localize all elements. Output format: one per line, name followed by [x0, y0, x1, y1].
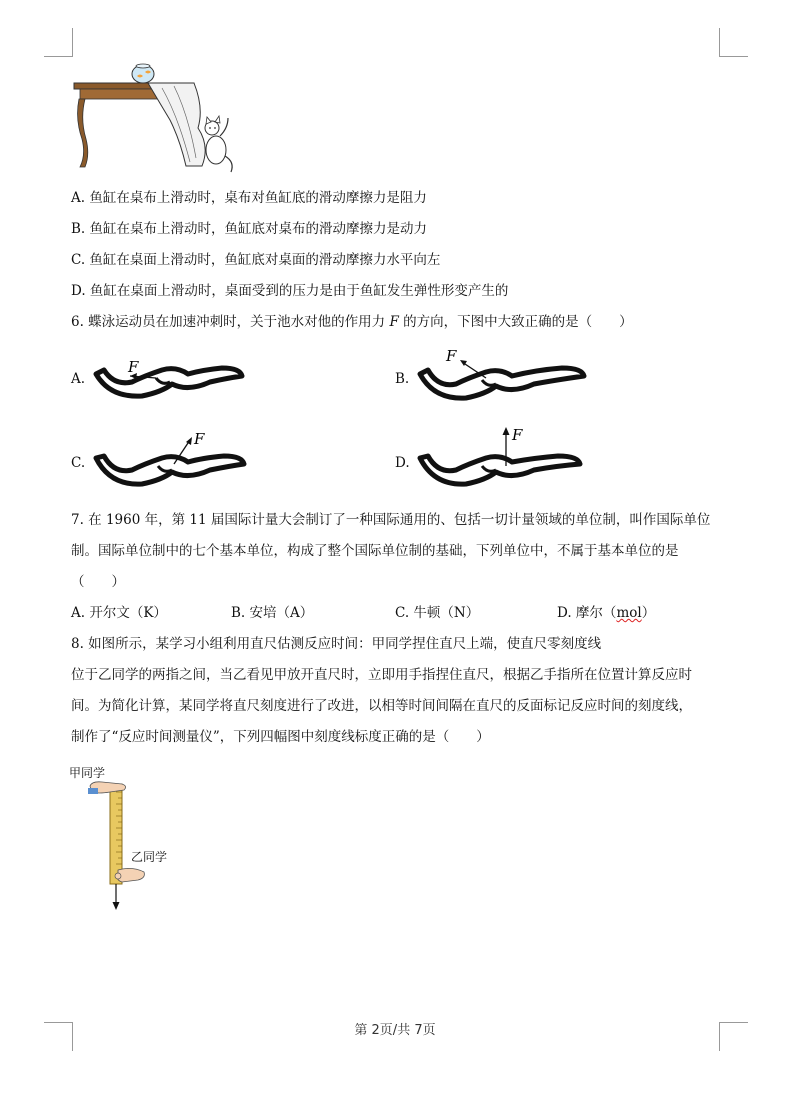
- q5-option-d: D. 鱼缸在桌面上滑动时，桌面受到的压力是由于鱼缸发生弹性形变产生的: [71, 283, 509, 299]
- q7-option-d-prefix: D. 摩尔（: [557, 605, 617, 621]
- corner-mark-top-right: [719, 28, 748, 57]
- q6-stem: [71, 312, 633, 332]
- q6-stem-part1: 6. 蝶泳运动员在加速冲刺时，关于池水对他的作用力: [71, 314, 386, 330]
- q8-stem-line3: 间。为简化计算，某同学将直尺刻度进行了改进，以相等时间间隔在直尺的反面标记反应时间的刻度线，: [71, 698, 692, 714]
- q5-option-b: B. 鱼缸在桌布上滑动时，鱼缸底对桌布的滑动摩擦力是动力: [71, 221, 428, 237]
- q6-label-a: A.: [71, 371, 86, 387]
- q8-stem-line1: 8. 如图所示，某学习小组利用直尺估测反应时间：甲同学捏住直尺上端，使直尺零刻度线: [71, 636, 602, 652]
- q6-label-d: D.: [395, 455, 410, 471]
- q8-stem-line2: 位于乙同学的两指之间，当乙看见甲放开直尺时，立即用手指捏住直尺，根据乙手指所在位置计算反应时: [71, 667, 692, 683]
- q6-figure-b: [416, 346, 592, 408]
- q8-label-yi: 乙同学: [131, 850, 168, 864]
- q6-label-b: B.: [395, 371, 410, 387]
- q7-stem-line2: 制。国际单位制中的七个基本单位，构成了整个国际单位制的基础，下列单位中，不属于基本单位的是: [71, 543, 679, 559]
- q7-option-c: C. 牛顿（N）: [395, 605, 480, 621]
- q8-stem-line4: 制作了“反应时间测量仪”，下列四幅图中刻度线标度正确的是（ ）: [71, 729, 490, 745]
- q6-force-label-b: F: [446, 347, 457, 365]
- q7-stem-line3: （ ）: [71, 574, 125, 590]
- q5-option-c: C. 鱼缸在桌面上滑动时，鱼缸底对桌面的滑动摩擦力水平向左: [71, 252, 441, 268]
- q6-figure-d: [416, 424, 586, 494]
- q7-option-b: B. 安培（A）: [231, 605, 314, 621]
- q7-option-d-suffix: ）: [641, 605, 656, 621]
- table-fishbowl-cat-figure: [70, 58, 240, 176]
- q6-figure-a: [92, 352, 248, 406]
- q7-stem-line1: 7. 在 1960 年，第 11 届国际计量大会制订了一种国际通用的、包括一切计量领域的单位制，叫作国际单位: [71, 512, 711, 528]
- q6-label-c: C.: [71, 455, 86, 471]
- q7-option-d-unit: mol: [616, 605, 642, 621]
- q6-figure-c: [92, 428, 250, 494]
- q8-label-jia: 甲同学: [69, 766, 106, 780]
- q6-force-label-a: F: [128, 358, 139, 376]
- q6-force-label-d: F: [512, 426, 523, 444]
- page-footer: 第 2页/共 7页: [354, 1023, 436, 1038]
- q8-ruler-figure: [88, 780, 152, 912]
- q7-option-d: [557, 603, 655, 623]
- q5-option-a: A. 鱼缸在桌布上滑动时，桌布对鱼缸底的滑动摩擦力是阻力: [71, 190, 427, 206]
- q6-stem-force-symbol: F: [389, 314, 399, 330]
- q6-force-label-c: F: [194, 430, 205, 448]
- q7-option-a: A. 开尔文（K）: [71, 605, 167, 621]
- corner-mark-top-left: [44, 28, 73, 57]
- q6-stem-part2: 的方向，下图中大致正确的是（ ）: [403, 314, 633, 330]
